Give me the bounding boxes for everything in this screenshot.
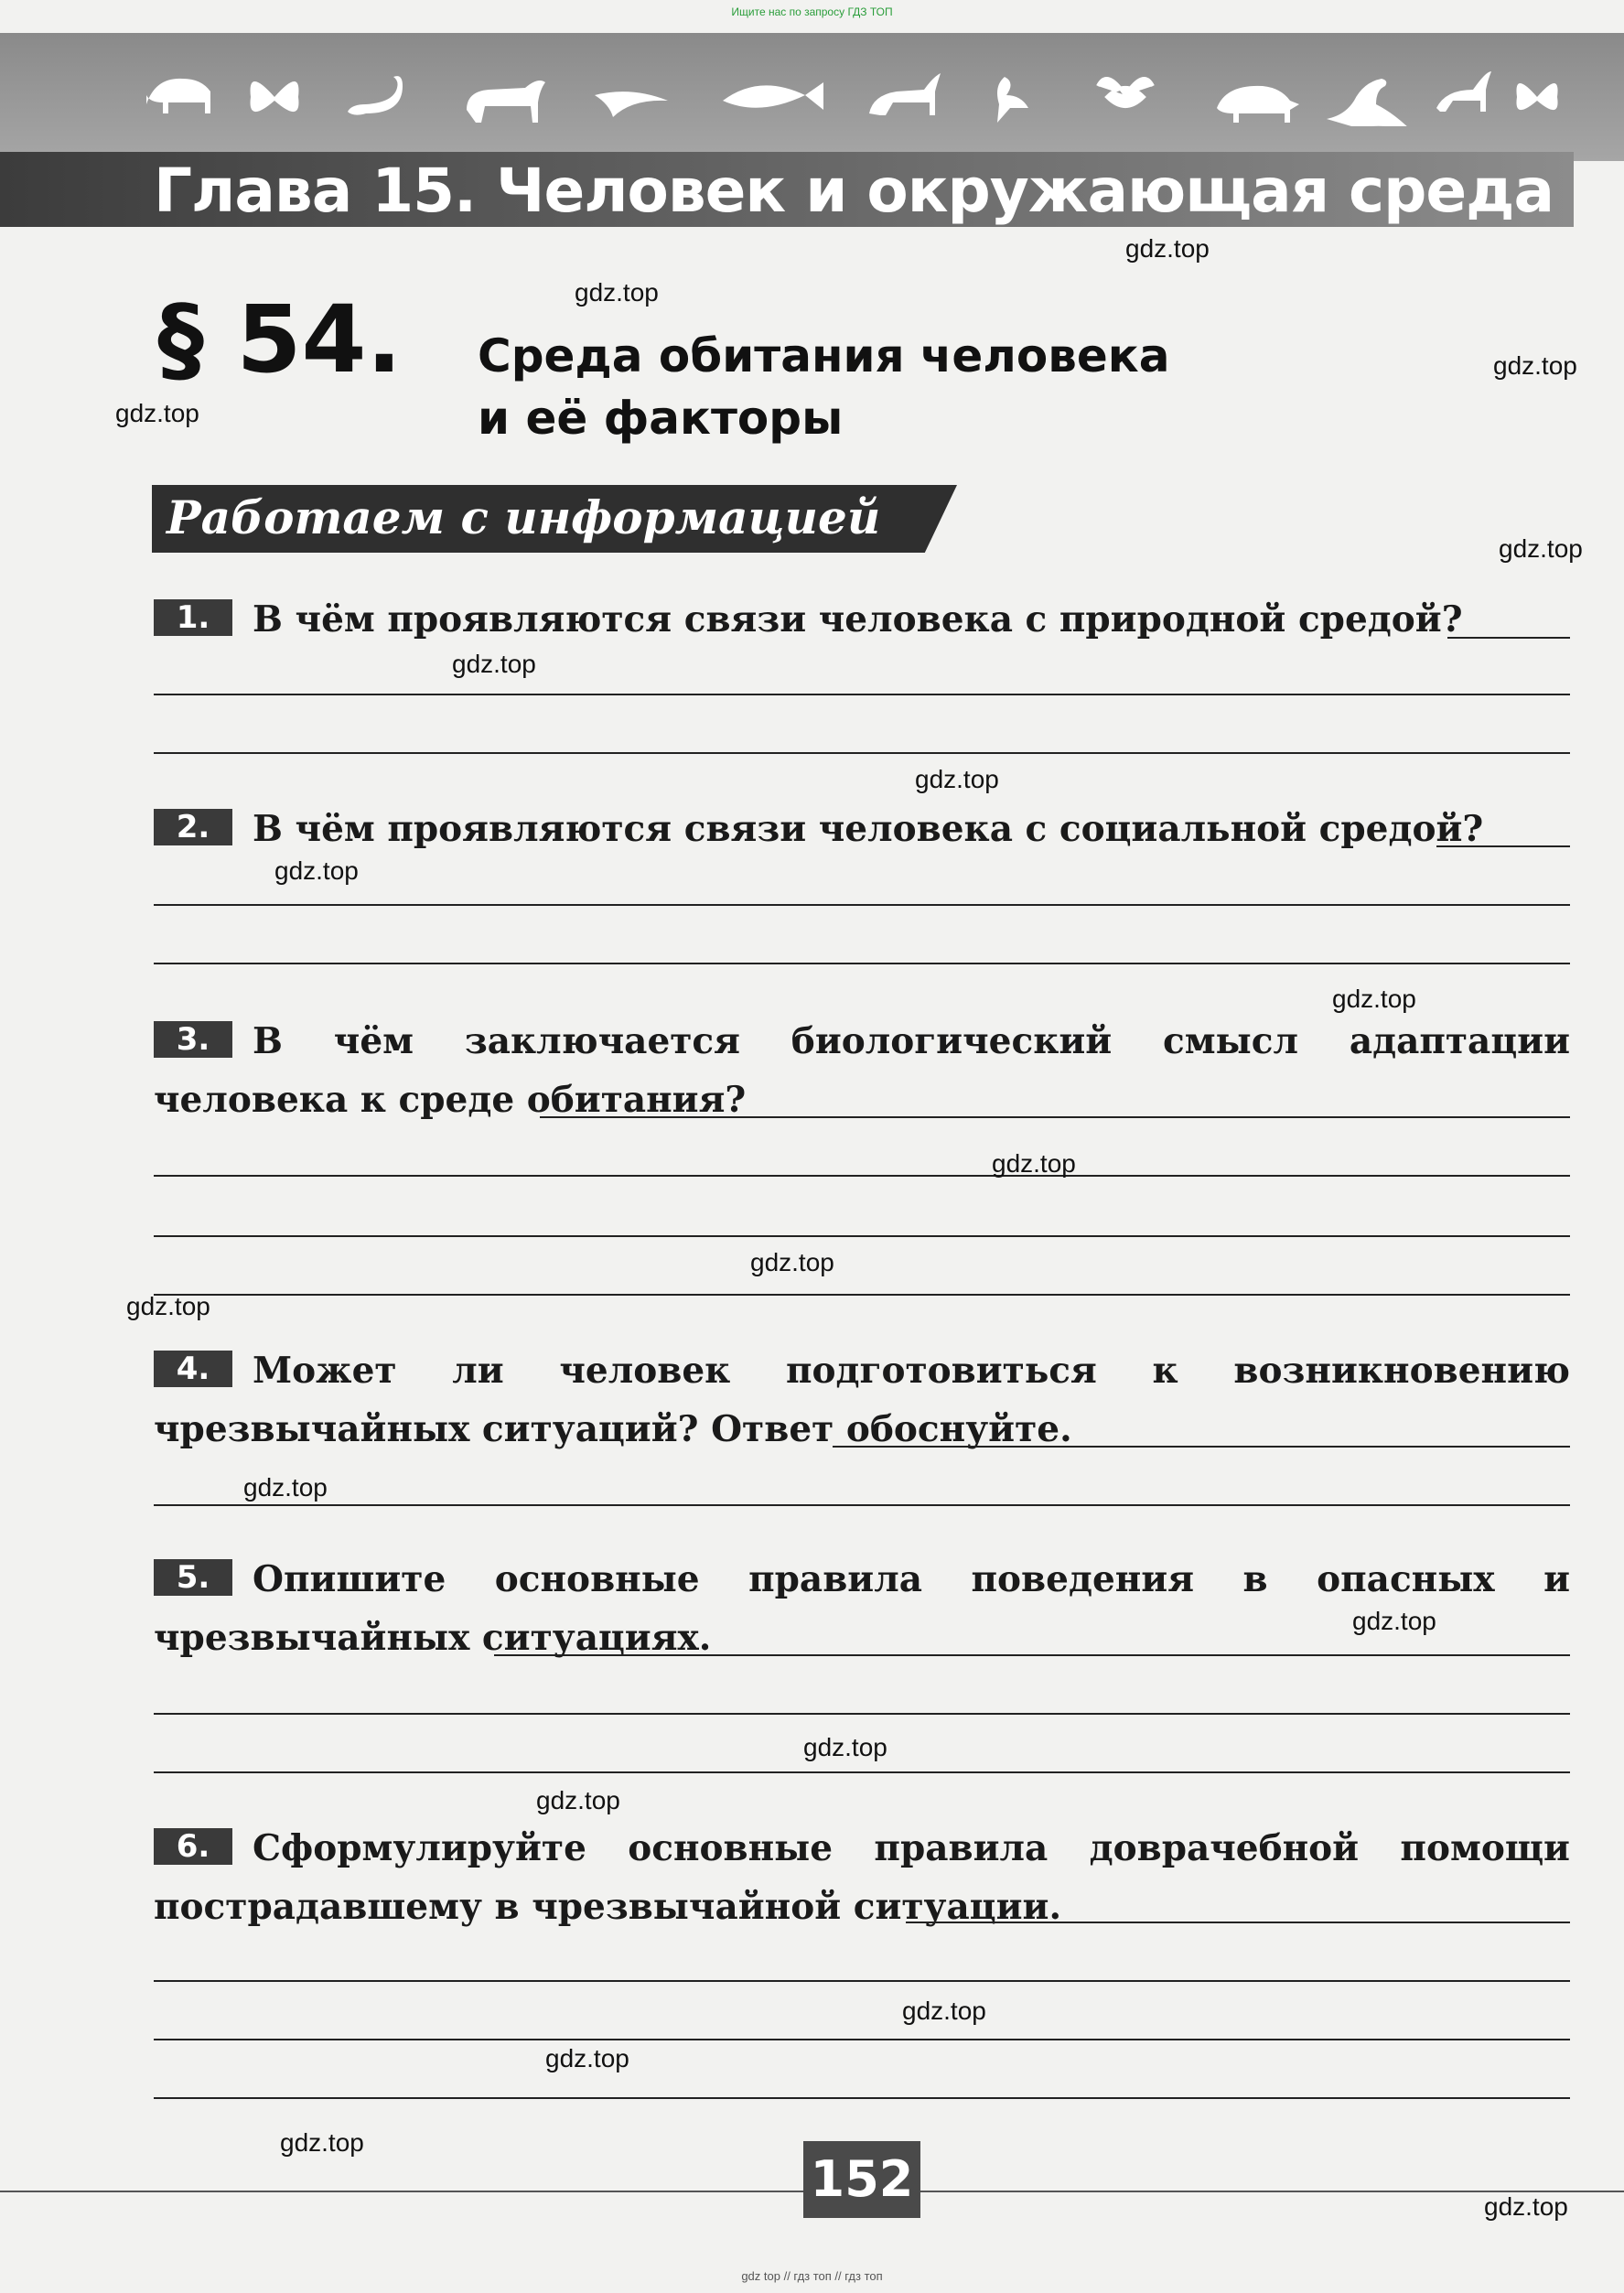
paragraph-number: § 54.: [157, 285, 403, 394]
paragraph-title-line1: Среда обитания человека: [478, 329, 1170, 382]
question-text: В чём проявляются связи человека с социальной средой?: [253, 808, 1484, 850]
question-number: 4.: [154, 1351, 232, 1387]
watermark: gdz.top: [750, 1248, 834, 1276]
question-4: [154, 1341, 1570, 1459]
question-text: Может ли человек подготовиться к возникновению чрезвычайных ситуаций? Ответ обоснуйте.: [154, 1350, 1570, 1450]
question-1: [154, 590, 1570, 649]
answer-line[interactable]: [1436, 845, 1570, 847]
answer-line[interactable]: [540, 1116, 1570, 1118]
watermark: gdz.top: [274, 856, 359, 885]
answer-line[interactable]: [154, 2097, 1570, 2099]
watermark: gdz.top: [902, 1997, 986, 2025]
watermark: gdz.top: [452, 650, 536, 678]
answer-line[interactable]: [154, 1175, 1570, 1177]
answer-line[interactable]: [154, 1713, 1570, 1715]
answer-line[interactable]: [154, 2039, 1570, 2040]
section-title: Работаем с информацией: [167, 490, 881, 544]
question-text: В чём проявляются связи человека с природной средой?: [253, 598, 1463, 641]
question-number: 5.: [154, 1559, 232, 1596]
watermark: gdz.top: [126, 1292, 210, 1320]
watermark: gdz.top: [915, 765, 999, 793]
answer-line[interactable]: [494, 1654, 1570, 1656]
answer-line[interactable]: [154, 1294, 1570, 1296]
watermark: gdz.top: [243, 1473, 328, 1502]
watermark: gdz.top: [1125, 234, 1210, 263]
bee-icon: [1098, 79, 1153, 106]
butterfly-icon: [1516, 83, 1557, 110]
boar-icon: [1217, 86, 1299, 123]
watermark: gdz.top: [1332, 985, 1416, 1013]
question-6: [154, 1819, 1570, 1936]
question-number: 1.: [154, 599, 232, 636]
paragraph-title-line2: и её факторы: [478, 392, 844, 445]
watermark: gdz.top: [1352, 1607, 1436, 1635]
question-number: 2.: [154, 809, 232, 845]
watermark: gdz.top: [575, 278, 659, 307]
watermark: gdz.top: [115, 399, 199, 427]
answer-line[interactable]: [154, 904, 1570, 906]
scorpion-icon: [348, 76, 403, 114]
watermark: gdz.top: [1493, 351, 1577, 380]
bottom-note: gdz top // гдз топ // гдз топ: [741, 2269, 883, 2283]
watermark: gdz.top: [545, 2044, 629, 2072]
page-number: 152: [803, 2141, 920, 2218]
bison-icon: [146, 79, 210, 113]
answer-line[interactable]: [154, 752, 1570, 754]
bird-icon: [595, 92, 668, 117]
question-text: В чём заключается биологический смысл адаптации человека к среде обитания?: [154, 1020, 1570, 1121]
answer-line[interactable]: [154, 963, 1570, 964]
answer-line[interactable]: [154, 1235, 1570, 1237]
question-text: Опишите основные правила поведения в опасных и чрезвычайных ситуациях.: [154, 1558, 1570, 1659]
question-number: 6.: [154, 1828, 232, 1865]
answer-line[interactable]: [906, 1922, 1570, 1923]
answer-line[interactable]: [154, 1504, 1570, 1506]
fish-icon: [723, 82, 823, 110]
chapter-title: Глава 15. Человек и окружающая среда: [154, 156, 1554, 226]
answer-line[interactable]: [154, 1980, 1570, 1982]
top-note: Ищите нас по запросу ГДЗ ТОП: [731, 5, 893, 18]
question-2: [154, 800, 1570, 858]
question-text: Сформулируйте основные правила доврачебной помощи пострадавшему в чрезвычайной ситуации.: [154, 1827, 1570, 1928]
decorative-banner: [0, 33, 1624, 161]
answer-line[interactable]: [1447, 637, 1570, 639]
question-3: [154, 1012, 1570, 1129]
kangaroo-icon: [1327, 79, 1413, 126]
watermark: gdz.top: [803, 1733, 887, 1761]
watermark: gdz.top: [536, 1786, 620, 1814]
watermark: gdz.top: [280, 2128, 364, 2157]
butterfly-icon: [251, 81, 299, 112]
horse-icon: [467, 81, 545, 123]
watermark: gdz.top: [1484, 2192, 1568, 2221]
question-number: 3.: [154, 1021, 232, 1058]
heron-icon: [997, 77, 1028, 123]
deer-icon: [869, 73, 941, 115]
answer-line[interactable]: [154, 694, 1570, 695]
animal-silhouettes: [137, 68, 1565, 126]
watermark: gdz.top: [1499, 534, 1583, 563]
answer-line[interactable]: [833, 1446, 1570, 1448]
answer-line[interactable]: [154, 1771, 1570, 1773]
paragraph-title: [478, 325, 1169, 449]
watermark: gdz.top: [992, 1149, 1076, 1178]
antelope-icon: [1436, 71, 1491, 112]
